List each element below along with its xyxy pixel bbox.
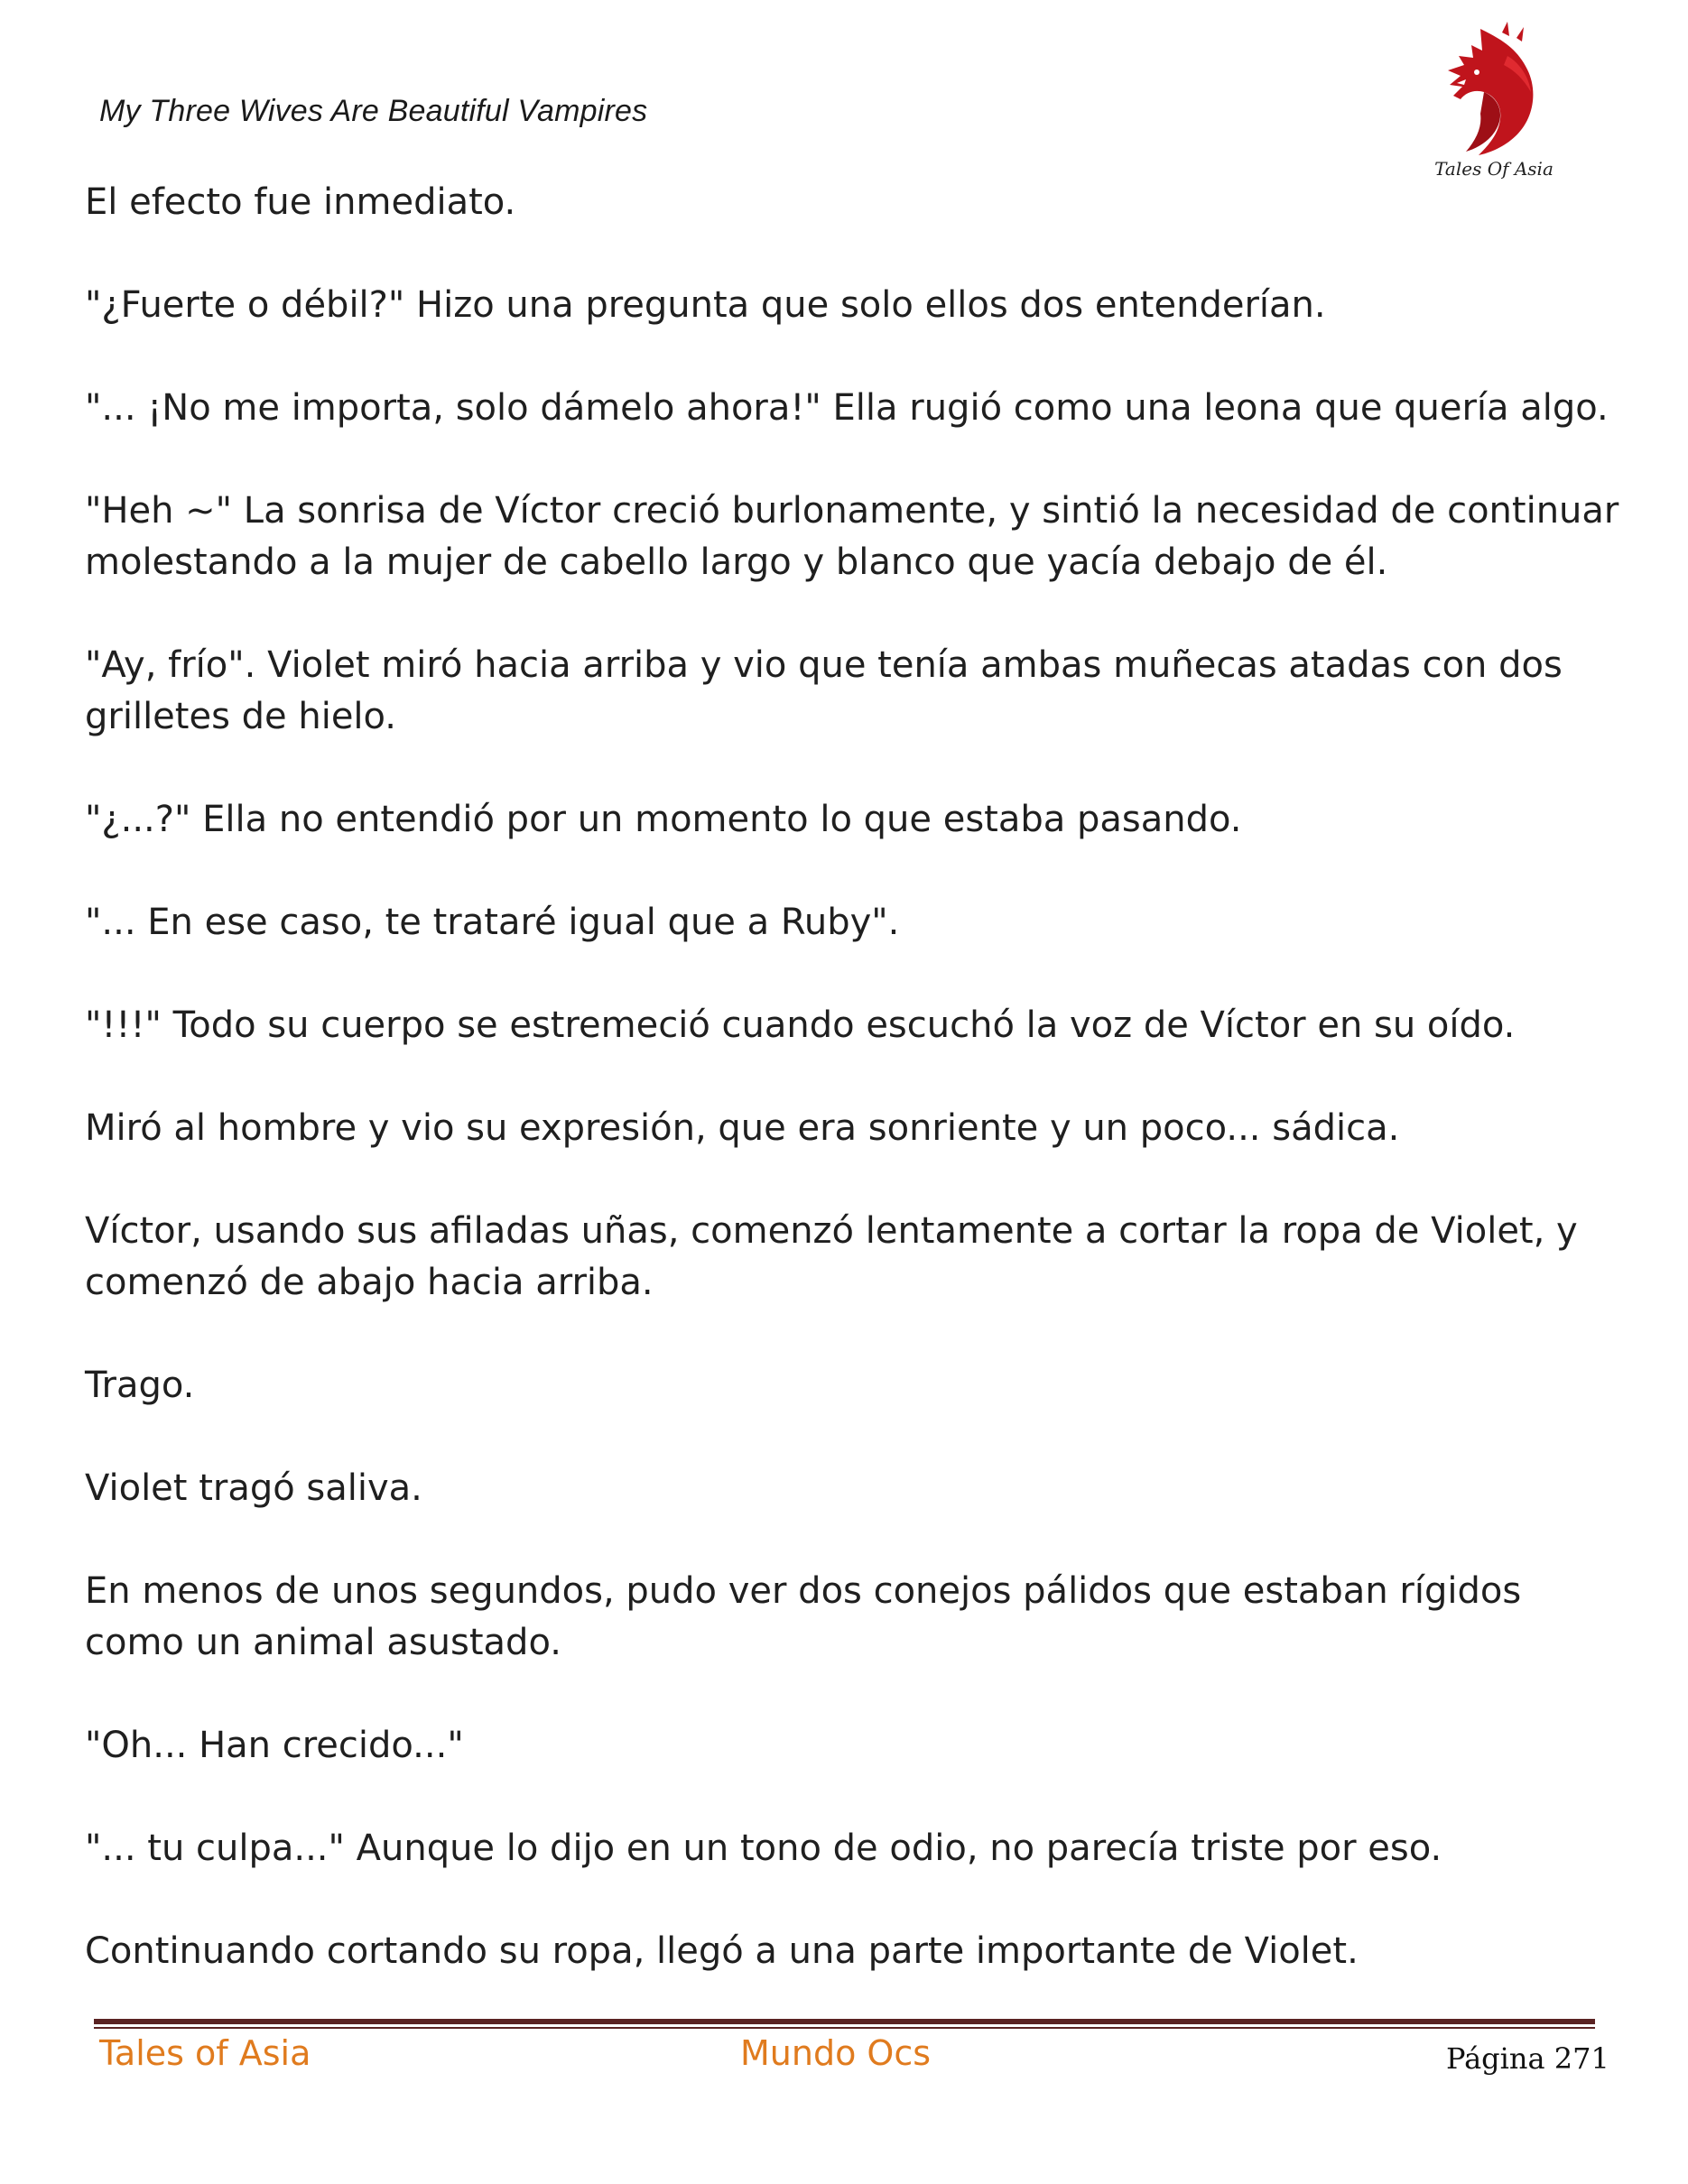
dragon-logo-icon — [1426, 20, 1562, 187]
paragraph: "¿Fuerte o débil?" Hizo una pregunta que solo ellos dos entenderían. — [85, 284, 1326, 326]
logo-text: Tales Of Asia — [1434, 158, 1554, 180]
footer-divider-thick — [94, 2019, 1595, 2024]
paragraph: "... En ese caso, te trataré igual que a Ruby". — [85, 902, 900, 943]
paragraph: Miró al hombre y vio su expresión, que era sonriente y un poco... sádica. — [85, 1107, 1400, 1149]
paragraph: "Heh ~" La sonrisa de Víctor creció burlonamente, y sintió la necesidad de continuar molestando a la mujer de cabello largo y blanco que yacía debajo de él. — [85, 490, 1619, 583]
footer-site-name: Tales of Asia — [99, 2033, 311, 2073]
paragraph: Continuando cortando su ropa, llegó a una parte importante de Violet. — [85, 1930, 1359, 1972]
paragraph: "... ¡No me importa, solo dámelo ahora!" Ella rugió como una leona que quería algo. — [85, 387, 1609, 429]
page-number: Página 271 — [1446, 2041, 1609, 2076]
footer-divider-thin — [94, 2027, 1595, 2029]
paragraph: En menos de unos segundos, pudo ver dos conejos pálidos que estaban rígidos como un animal asustado. — [85, 1570, 1522, 1663]
paragraph: Víctor, usando sus afiladas uñas, comenzó lentamente a cortar la ropa de Violet, y comenzó de abajo hacia arriba. — [85, 1210, 1578, 1303]
chapter-body — [85, 177, 1619, 2029]
paragraph: "... tu culpa..." Aunque lo dijo en un tono de odio, no parecía triste por eso. — [85, 1828, 1442, 1869]
footer-group-name: Mundo Ocs — [740, 2033, 932, 2073]
book-title: My Three Wives Are Beautiful Vampires — [99, 94, 648, 128]
paragraph: "Ay, frío". Violet miró hacia arriba y vio que tenía ambas muñecas atadas con dos grilletes de hielo. — [85, 644, 1563, 737]
paragraph: "¿...?" Ella no entendió por un momento lo que estaba pasando. — [85, 799, 1242, 840]
paragraph: El efecto fue inmediato. — [85, 181, 516, 223]
paragraph: Trago. — [85, 1365, 195, 1406]
footer-divider — [94, 2019, 1595, 2030]
paragraph: "Oh... Han crecido..." — [85, 1725, 464, 1766]
paragraph: "!!!" Todo su cuerpo se estremeció cuando escuchó la voz de Víctor en su oído. — [85, 1004, 1516, 1046]
paragraph: Violet tragó saliva. — [85, 1467, 422, 1509]
